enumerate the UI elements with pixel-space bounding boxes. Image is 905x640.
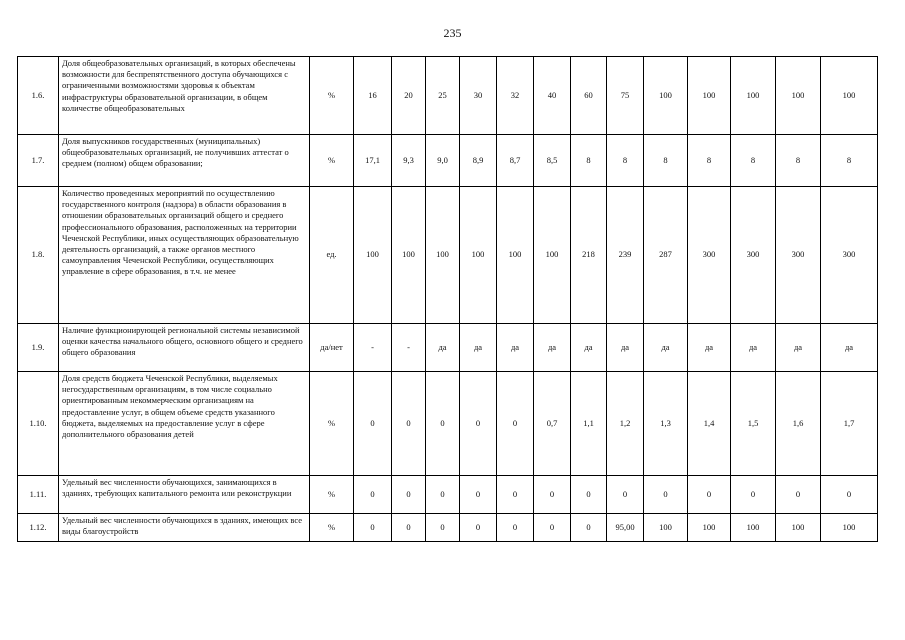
unit-cell: ед. bbox=[310, 187, 354, 324]
indicator-description-text: Доля средств бюджета Чеченской Республики, выделяемых негосударственным организациям, в том числе социально ориентированным некоммерческим организациям на предоставление услуг, в общем объеме средств указанного бюджета, выделяемых на предоставление услуг в сфере дополнительного образования детей bbox=[62, 373, 278, 440]
value-cell: да bbox=[534, 324, 571, 372]
value-cell: 218 bbox=[571, 187, 607, 324]
indicator-description-cell bbox=[59, 324, 310, 372]
value-cell: 8 bbox=[776, 135, 821, 187]
value-cell: 1,3 bbox=[644, 372, 688, 476]
indicator-description-text: Удельный вес численности обучающихся в зданиях, имеющих все виды благоустройств bbox=[62, 515, 303, 537]
value-cell: - bbox=[392, 324, 426, 372]
value-cell: 0 bbox=[821, 476, 878, 514]
value-cell: 1,4 bbox=[688, 372, 731, 476]
value-cell: 8 bbox=[731, 135, 776, 187]
value-cell: 1,7 bbox=[821, 372, 878, 476]
value-cell: 0 bbox=[688, 476, 731, 514]
value-cell: 60 bbox=[571, 57, 607, 135]
value-cell: 9,0 bbox=[426, 135, 460, 187]
value-cell: 300 bbox=[821, 187, 878, 324]
value-cell: 1,6 bbox=[776, 372, 821, 476]
value-cell: 0 bbox=[571, 514, 607, 542]
value-cell: да bbox=[776, 324, 821, 372]
value-cell: 32 bbox=[497, 57, 534, 135]
value-cell: 0 bbox=[354, 514, 392, 542]
value-cell: 0 bbox=[392, 372, 426, 476]
value-cell: 0 bbox=[497, 476, 534, 514]
indicator-description-text: Доля общеобразовательных организаций, в которых обеспечены возможности для беспрепятственного доступа обучающихся с ограниченными возможностями здоровья к объектам инфраструктуры образовательной организации, в общем количестве общеобразовательных bbox=[62, 58, 296, 113]
value-cell: 100 bbox=[354, 187, 392, 324]
indicator-description-cell bbox=[59, 372, 310, 476]
value-cell: 8 bbox=[688, 135, 731, 187]
value-cell: 1,2 bbox=[607, 372, 644, 476]
unit-cell: % bbox=[310, 135, 354, 187]
value-cell: 100 bbox=[644, 57, 688, 135]
value-cell: 100 bbox=[688, 57, 731, 135]
value-cell: 0 bbox=[497, 372, 534, 476]
indicator-description-cell bbox=[59, 57, 310, 135]
row-number-cell: 1.11. bbox=[18, 476, 59, 514]
value-cell: 100 bbox=[460, 187, 497, 324]
value-cell: 8 bbox=[821, 135, 878, 187]
value-cell: 0 bbox=[426, 372, 460, 476]
value-cell: 0 bbox=[354, 372, 392, 476]
value-cell: - bbox=[354, 324, 392, 372]
value-cell: 0 bbox=[460, 372, 497, 476]
value-cell: 100 bbox=[534, 187, 571, 324]
value-cell: 75 bbox=[607, 57, 644, 135]
value-cell: 100 bbox=[644, 514, 688, 542]
value-cell: да bbox=[571, 324, 607, 372]
unit-cell: % bbox=[310, 514, 354, 542]
value-cell: 0 bbox=[571, 476, 607, 514]
table-row bbox=[18, 57, 905, 135]
value-cell: 100 bbox=[821, 57, 878, 135]
page-number: 235 bbox=[443, 26, 462, 40]
value-cell: 0 bbox=[392, 476, 426, 514]
row-number-cell: 1.8. bbox=[18, 187, 59, 324]
value-cell: 17,1 bbox=[354, 135, 392, 187]
table-row bbox=[18, 324, 905, 372]
value-cell: да bbox=[644, 324, 688, 372]
value-cell: 40 bbox=[534, 57, 571, 135]
value-cell: 0 bbox=[426, 476, 460, 514]
value-cell: 0 bbox=[497, 514, 534, 542]
value-cell: 100 bbox=[497, 187, 534, 324]
value-cell: 0 bbox=[607, 476, 644, 514]
value-cell: 16 bbox=[354, 57, 392, 135]
value-cell: да bbox=[821, 324, 878, 372]
indicators-table bbox=[17, 56, 905, 542]
value-cell: 8,7 bbox=[497, 135, 534, 187]
table-row bbox=[18, 476, 905, 514]
unit-cell: % bbox=[310, 476, 354, 514]
table-row bbox=[18, 372, 905, 476]
unit-cell: % bbox=[310, 372, 354, 476]
table-row bbox=[18, 187, 905, 324]
table-row bbox=[18, 514, 905, 542]
value-cell: 100 bbox=[731, 57, 776, 135]
value-cell: 95,00 bbox=[607, 514, 644, 542]
value-cell: 0 bbox=[644, 476, 688, 514]
value-cell: 0 bbox=[534, 476, 571, 514]
value-cell: 8 bbox=[571, 135, 607, 187]
value-cell: 100 bbox=[731, 514, 776, 542]
value-cell: 0,7 bbox=[534, 372, 571, 476]
row-number-cell: 1.6. bbox=[18, 57, 59, 135]
table-row bbox=[18, 135, 905, 187]
value-cell: да bbox=[426, 324, 460, 372]
value-cell: 300 bbox=[776, 187, 821, 324]
row-number-cell: 1.9. bbox=[18, 324, 59, 372]
value-cell: 0 bbox=[392, 514, 426, 542]
value-cell: 1,1 bbox=[571, 372, 607, 476]
indicator-description-cell bbox=[59, 514, 310, 542]
value-cell: 1,5 bbox=[731, 372, 776, 476]
value-cell: 287 bbox=[644, 187, 688, 324]
unit-cell: да/нет bbox=[310, 324, 354, 372]
value-cell: 0 bbox=[731, 476, 776, 514]
value-cell: 8,9 bbox=[460, 135, 497, 187]
value-cell: 8 bbox=[644, 135, 688, 187]
indicator-description-cell bbox=[59, 476, 310, 514]
value-cell: да bbox=[460, 324, 497, 372]
value-cell: 0 bbox=[354, 476, 392, 514]
value-cell: 20 bbox=[392, 57, 426, 135]
value-cell: 0 bbox=[534, 514, 571, 542]
value-cell: да bbox=[731, 324, 776, 372]
value-cell: 30 bbox=[460, 57, 497, 135]
value-cell: 239 bbox=[607, 187, 644, 324]
value-cell: 0 bbox=[460, 514, 497, 542]
value-cell: 0 bbox=[460, 476, 497, 514]
value-cell: 300 bbox=[688, 187, 731, 324]
value-cell: 9,3 bbox=[392, 135, 426, 187]
value-cell: 300 bbox=[731, 187, 776, 324]
indicator-description-text: Доля выпускников государственных (муниципальных) общеобразовательных организаций, не получивших аттестат о среднем (полном) общем образовании; bbox=[62, 136, 289, 169]
value-cell: 100 bbox=[776, 57, 821, 135]
value-cell: да bbox=[607, 324, 644, 372]
value-cell: 100 bbox=[821, 514, 878, 542]
indicator-description-cell bbox=[59, 187, 310, 324]
value-cell: 8,5 bbox=[534, 135, 571, 187]
indicator-description-text: Наличие функционирующей региональной системы независимой оценки качества начального общего, основного общего и среднего общего образования bbox=[62, 325, 303, 358]
value-cell: 100 bbox=[688, 514, 731, 542]
row-number-cell: 1.10. bbox=[18, 372, 59, 476]
value-cell: 100 bbox=[392, 187, 426, 324]
unit-cell: % bbox=[310, 57, 354, 135]
value-cell: 8 bbox=[607, 135, 644, 187]
value-cell: 25 bbox=[426, 57, 460, 135]
value-cell: да bbox=[497, 324, 534, 372]
value-cell: 0 bbox=[426, 514, 460, 542]
row-number-cell: 1.7. bbox=[18, 135, 59, 187]
indicator-description-cell bbox=[59, 135, 310, 187]
value-cell: да bbox=[688, 324, 731, 372]
value-cell: 0 bbox=[776, 476, 821, 514]
value-cell: 100 bbox=[426, 187, 460, 324]
indicator-description-text: Удельный вес численности обучающихся, занимающихся в зданиях, требующих капитального ремонта или реконструкции bbox=[62, 477, 292, 499]
indicator-description-text: Количество проведенных мероприятий по осуществлению государственного контроля (надзора) в области образования в отношении образовательных организаций общего и среднего профессионального образования, расположенных на территории Чеченской Республики, иных осуществляющих образовательную деятельность организаций, а также органов местного самоуправления Чеченской Республики, осуществляющих управление в сфере образования, в т.ч. не менее bbox=[62, 188, 299, 277]
row-number-cell: 1.12. bbox=[18, 514, 59, 542]
value-cell: 100 bbox=[776, 514, 821, 542]
